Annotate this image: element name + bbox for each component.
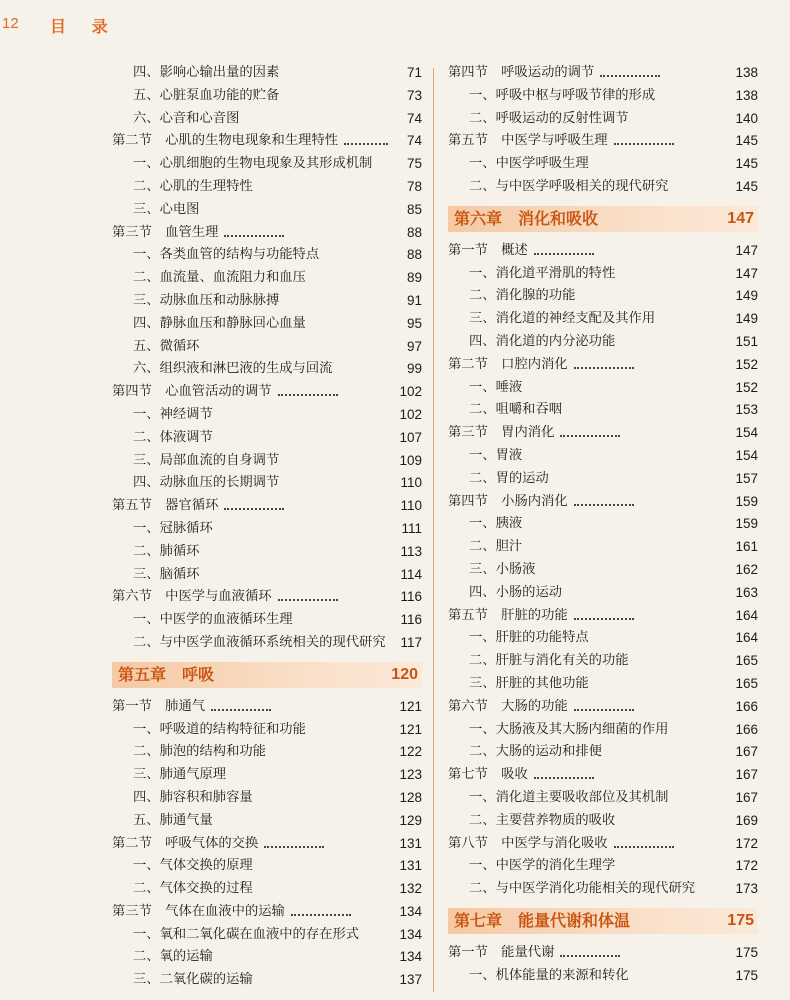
entry-title: 第五节 肝脏的功能: [448, 605, 572, 628]
entry-title: 三、二氧化碳的运输: [133, 969, 257, 992]
toc-section-entry[interactable]: [448, 696, 758, 719]
entry-title: 五、肺通气量: [133, 810, 217, 833]
toc-subsection-entry[interactable]: [448, 331, 758, 354]
dot-leader: [224, 233, 284, 237]
entry-page-number: 149: [735, 311, 758, 327]
entry-title: 二、与中医学呼吸相关的现代研究: [469, 176, 672, 199]
entry-page-number: 167: [735, 789, 758, 805]
toc-section-entry[interactable]: [112, 696, 422, 719]
entry-page-number: 91: [406, 292, 422, 308]
entry-page-number: 164: [735, 630, 758, 646]
dot-leader: [278, 597, 338, 601]
entry-page-number: 152: [735, 356, 758, 372]
entry-page-number: 89: [406, 270, 422, 286]
dot-leader: [614, 141, 674, 145]
toc-subsection-entry[interactable]: [448, 536, 758, 559]
entry-title: 一、呼吸道的结构特征和功能: [133, 719, 310, 742]
entry-title: 一、中医学的消化生理学: [469, 855, 619, 878]
toc-section-entry[interactable]: [112, 222, 422, 245]
entry-title: 二、大肠的运动和排便: [469, 741, 606, 764]
dot-leader: [600, 73, 660, 77]
dot-leader: [264, 844, 324, 848]
dot-leader: [534, 251, 594, 255]
entry-title: 第七节 吸收: [448, 764, 532, 787]
toc-section-entry[interactable]: [112, 495, 422, 518]
entry-page-number: 114: [400, 566, 422, 582]
entry-title: 三、局部血流的自身调节: [133, 450, 283, 473]
entry-title: 一、各类血管的结构与功能特点: [133, 244, 323, 267]
toc-subsection-entry[interactable]: [112, 946, 422, 969]
entry-page-number: 159: [735, 493, 758, 509]
entry-page-number: 167: [735, 744, 758, 760]
entry-title: 一、消化道主要吸收部位及其机制: [469, 787, 672, 810]
entry-title: 一、心肌细胞的生物电现象及其形成机制: [133, 153, 376, 176]
toc-section-entry[interactable]: [448, 833, 758, 856]
entry-page-number: 166: [735, 721, 758, 737]
column-divider: [433, 68, 434, 992]
toc-subsection-entry[interactable]: [448, 308, 758, 331]
toc-subsection-entry[interactable]: [448, 176, 758, 199]
entry-title: 三、肝脏的其他功能: [469, 673, 593, 696]
entry-title: 第六节 大肠的功能: [448, 696, 572, 719]
entry-title: 第五节 中医学与呼吸生理: [448, 130, 612, 153]
entry-page-number: 166: [735, 698, 758, 714]
toc-subsection-entry[interactable]: [112, 199, 422, 222]
entry-title: 一、大肠液及其大肠内细菌的作用: [469, 719, 672, 742]
entry-page-number: 128: [399, 789, 422, 805]
dot-leader: [560, 433, 620, 437]
entry-title: 第一节 肺通气: [112, 696, 209, 719]
entry-title: 二、呼吸运动的反射性调节: [469, 108, 633, 131]
entry-title: 一、中医学呼吸生理: [469, 153, 593, 176]
toc-subsection-entry[interactable]: [112, 336, 422, 359]
entry-page-number: 164: [735, 607, 758, 623]
entry-title: 六、心音和心音图: [133, 108, 243, 131]
toc-section-entry[interactable]: [448, 130, 758, 153]
toc-subsection-entry[interactable]: [112, 564, 422, 587]
entry-title: 三、脑循环: [133, 564, 203, 587]
toc-section-entry[interactable]: [112, 586, 422, 609]
dot-leader: [574, 707, 634, 711]
dot-leader: [534, 775, 594, 779]
toc-subsection-entry[interactable]: [448, 285, 758, 308]
entry-page-number: 161: [735, 539, 758, 555]
entry-title: 四、消化道的内分泌功能: [469, 331, 619, 354]
toc-subsection-entry[interactable]: [448, 377, 758, 400]
entry-title: 六、组织液和淋巴液的生成与回流: [133, 358, 336, 381]
entry-title: 五、心脏泵血功能的贮备: [133, 85, 283, 108]
toc-subsection-entry[interactable]: [448, 855, 758, 878]
entry-page-number: 99: [406, 361, 422, 377]
toc-subsection-entry[interactable]: [112, 632, 422, 655]
entry-title: 三、肺通气原理: [133, 764, 230, 787]
chapter-page-number: 147: [727, 209, 754, 227]
toc-subsection-entry[interactable]: [112, 969, 422, 992]
toc-subsection-entry[interactable]: [112, 878, 422, 901]
entry-page-number: 145: [735, 178, 758, 194]
toc-section-entry[interactable]: [112, 901, 422, 924]
entry-page-number: 162: [735, 561, 758, 577]
toc-subsection-entry[interactable]: [112, 404, 422, 427]
entry-title: 二、肺循环: [133, 541, 203, 564]
toc-subsection-entry[interactable]: [448, 263, 758, 286]
entry-title: 一、胰液: [469, 513, 526, 536]
toc-chapter-heading[interactable]: [448, 206, 758, 232]
entry-page-number: 175: [735, 967, 758, 983]
entry-page-number: 129: [399, 812, 422, 828]
toc-subsection-entry[interactable]: [112, 541, 422, 564]
entry-title: 二、与中医学消化功能相关的现代研究: [469, 878, 699, 901]
entry-page-number: 97: [406, 338, 422, 354]
toc-subsection-entry[interactable]: [448, 650, 758, 673]
entry-title: 第四节 小肠内消化: [448, 491, 572, 514]
entry-page-number: 165: [735, 675, 758, 691]
entry-page-number: 110: [400, 498, 422, 514]
entry-page-number: 123: [399, 767, 422, 783]
entry-page-number: 73: [406, 87, 422, 103]
toc-subsection-entry[interactable]: [112, 924, 422, 947]
entry-page-number: 167: [735, 767, 758, 783]
toc-section-entry[interactable]: [112, 381, 422, 404]
toc-subsection-entry[interactable]: [448, 445, 758, 468]
entry-page-number: 138: [735, 65, 758, 80]
entry-page-number: 116: [400, 612, 422, 628]
toc-section-entry[interactable]: [448, 605, 758, 628]
entry-page-number: 145: [735, 133, 758, 149]
entry-title: 五、微循环: [133, 336, 203, 359]
entry-page-number: 111: [401, 520, 422, 536]
entry-page-number: 88: [406, 247, 422, 263]
dot-leader: [574, 502, 634, 506]
entry-title: 四、静脉血压和静脉回心血量: [133, 313, 310, 336]
toc-subsection-entry[interactable]: [112, 810, 422, 833]
entry-page-number: 74: [406, 110, 422, 126]
toc-subsection-entry[interactable]: [448, 399, 758, 422]
entry-page-number: 134: [399, 903, 422, 919]
toc-subsection-entry[interactable]: [112, 450, 422, 473]
toc-subsection-entry[interactable]: [112, 764, 422, 787]
entry-title: 一、肝脏的功能特点: [469, 627, 593, 650]
entry-page-number: 145: [735, 156, 758, 172]
toc-subsection-entry[interactable]: [448, 513, 758, 536]
entry-title: 第一节 能量代谢: [448, 942, 558, 965]
entry-title: 三、动脉血压和动脉脉搏: [133, 290, 283, 313]
entry-title: 四、小肠的运动: [469, 582, 566, 605]
entry-page-number: 132: [399, 881, 422, 897]
toc-subsection-entry[interactable]: [448, 627, 758, 650]
entry-page-number: 78: [406, 178, 422, 194]
toc-subsection-entry[interactable]: [112, 153, 422, 176]
toc-subsection-entry[interactable]: [448, 108, 758, 131]
entry-page-number: 154: [735, 425, 758, 441]
toc-section-entry[interactable]: [448, 942, 758, 965]
toc-section-entry[interactable]: [448, 354, 758, 377]
entry-title: 二、胆汁: [469, 536, 526, 559]
entry-title: 二、咀嚼和吞咽: [469, 399, 566, 422]
entry-title: 第二节 呼吸气体的交换: [112, 833, 262, 856]
toc-subsection-entry[interactable]: [448, 810, 758, 833]
toc-section-entry[interactable]: [448, 240, 758, 263]
entry-page-number: 117: [400, 634, 422, 650]
toc-section-entry[interactable]: [448, 62, 758, 85]
entry-page-number: 151: [735, 333, 758, 349]
entry-page-number: 113: [400, 543, 422, 559]
entry-title: 四、影响心输出量的因素: [133, 62, 283, 85]
entry-page-number: 102: [399, 406, 422, 422]
entry-page-number: 147: [735, 242, 758, 258]
toc-subsection-entry[interactable]: [112, 472, 422, 495]
entry-page-number: 75: [406, 156, 422, 172]
toc-subsection-entry[interactable]: [448, 468, 758, 491]
entry-page-number: 138: [735, 87, 758, 103]
entry-page-number: 175: [735, 944, 758, 960]
entry-page-number: 107: [399, 429, 422, 445]
entry-title: 第三节 胃内消化: [448, 422, 558, 445]
entry-title: 第二节 心肌的生物电现象和生理特性: [112, 130, 342, 153]
entry-page-number: 74: [406, 133, 422, 149]
page-number: 12: [2, 15, 19, 32]
dot-leader: [278, 392, 338, 396]
entry-page-number: 131: [399, 835, 422, 851]
entry-title: 四、肺容积和肺容量: [133, 787, 257, 810]
toc-subsection-entry[interactable]: [112, 108, 422, 131]
entry-title: 第三节 气体在血液中的运输: [112, 901, 289, 924]
toc-subsection-entry[interactable]: [112, 518, 422, 541]
entry-title: 二、心肌的生理特性: [133, 176, 257, 199]
entry-title: 三、小肠液: [469, 559, 539, 582]
toc-subsection-entry[interactable]: [448, 673, 758, 696]
dot-leader: [291, 912, 351, 916]
dot-leader: [574, 365, 634, 369]
toc-subsection-entry[interactable]: [112, 741, 422, 764]
entry-page-number: 153: [735, 402, 758, 418]
toc-subsection-entry[interactable]: [112, 855, 422, 878]
entry-title: 三、消化道的神经支配及其作用: [469, 308, 659, 331]
entry-page-number: 134: [399, 926, 422, 942]
entry-page-number: 169: [735, 812, 758, 828]
toc-column-left: [112, 62, 422, 992]
toc-subsection-entry[interactable]: [448, 582, 758, 605]
toc-subsection-entry[interactable]: [448, 878, 758, 901]
dot-leader: [614, 844, 674, 848]
entry-title: 一、氧和二氧化碳在血液中的存在形式: [133, 924, 363, 947]
entry-page-number: 102: [399, 384, 422, 400]
entry-title: 第五节 器官循环: [112, 495, 222, 518]
dot-leader: [211, 707, 271, 711]
entry-title: 一、胃液: [469, 445, 526, 468]
toc-subsection-entry[interactable]: [448, 741, 758, 764]
dot-leader: [224, 506, 284, 510]
toc-subsection-entry[interactable]: [112, 62, 422, 85]
entry-title: 二、体液调节: [133, 427, 217, 450]
entry-page-number: 116: [400, 589, 422, 605]
entry-title: 三、心电图: [133, 199, 203, 222]
dot-leader: [344, 141, 388, 145]
entry-title: 二、肺泡的结构和功能: [133, 741, 270, 764]
entry-title: 二、气体交换的过程: [133, 878, 257, 901]
toc-subsection-entry[interactable]: [112, 427, 422, 450]
toc-subsection-entry[interactable]: [112, 719, 422, 742]
entry-page-number: 71: [406, 65, 422, 80]
toc-subsection-entry[interactable]: [448, 787, 758, 810]
page-title: 目 录: [50, 17, 118, 36]
entry-page-number: 172: [735, 858, 758, 874]
entry-page-number: 121: [399, 721, 422, 737]
entry-page-number: 88: [406, 224, 422, 240]
entry-page-number: 109: [399, 452, 422, 468]
chapter-title: 第六章 消化和吸收: [454, 208, 599, 228]
chapter-page-number: 120: [391, 665, 418, 683]
dot-leader: [560, 953, 620, 957]
toc-subsection-entry[interactable]: [448, 153, 758, 176]
entry-title: 一、机体能量的来源和转化: [469, 965, 633, 988]
toc-section-entry[interactable]: [448, 491, 758, 514]
toc-subsection-entry[interactable]: [112, 787, 422, 810]
entry-title: 二、消化腺的功能: [469, 285, 579, 308]
entry-title: 一、唾液: [469, 377, 526, 400]
entry-title: 第四节 呼吸运动的调节: [448, 62, 598, 85]
toc-subsection-entry[interactable]: [112, 358, 422, 381]
entry-page-number: 173: [735, 881, 758, 897]
entry-title: 第二节 口腔内消化: [448, 354, 572, 377]
entry-page-number: 159: [735, 516, 758, 532]
entry-page-number: 137: [399, 972, 422, 988]
toc-chapter-heading[interactable]: [448, 908, 758, 934]
chapter-title: 第五章 呼吸: [118, 664, 215, 684]
entry-page-number: 152: [735, 379, 758, 395]
entry-title: 第三节 血管生理: [112, 222, 222, 245]
entry-page-number: 172: [735, 835, 758, 851]
toc-subsection-entry[interactable]: [112, 176, 422, 199]
entry-title: 第六节 中医学与血液循环: [112, 586, 276, 609]
dot-leader: [574, 616, 634, 620]
toc-subsection-entry[interactable]: [448, 965, 758, 988]
toc-subsection-entry[interactable]: [112, 609, 422, 632]
toc-subsection-entry[interactable]: [112, 290, 422, 313]
entry-title: 二、与中医学血液循环系统相关的现代研究: [133, 632, 390, 655]
entry-page-number: 95: [406, 315, 422, 331]
entry-page-number: 134: [399, 949, 422, 965]
entry-page-number: 110: [400, 475, 422, 491]
entry-page-number: 149: [735, 288, 758, 304]
entry-page-number: 147: [735, 265, 758, 281]
toc-column-right: [448, 62, 758, 987]
entry-page-number: 140: [735, 110, 758, 126]
entry-title: 二、血流量、血流阻力和血压: [133, 267, 310, 290]
toc-section-entry[interactable]: [448, 422, 758, 445]
entry-title: 四、动脉血压的长期调节: [133, 472, 283, 495]
chapter-page-number: 175: [727, 911, 754, 929]
entry-title: 第四节 心血管活动的调节: [112, 381, 276, 404]
entry-page-number: 165: [735, 653, 758, 669]
toc-chapter-heading[interactable]: [112, 662, 422, 688]
entry-title: 二、氧的运输: [133, 946, 217, 969]
entry-page-number: 131: [399, 858, 422, 874]
entry-page-number: 121: [399, 698, 422, 714]
entry-title: 一、气体交换的原理: [133, 855, 257, 878]
toc-section-entry[interactable]: [112, 833, 422, 856]
toc-subsection-entry[interactable]: [112, 313, 422, 336]
entry-page-number: 122: [399, 744, 422, 760]
entry-title: 二、肝脏与消化有关的功能: [469, 650, 633, 673]
entry-title: 一、中医学的血液循环生理: [133, 609, 297, 632]
toc-section-entry[interactable]: [112, 130, 422, 153]
entry-page-number: 163: [735, 584, 758, 600]
entry-title: 一、呼吸中枢与呼吸节律的形成: [469, 85, 659, 108]
toc-section-entry[interactable]: [448, 764, 758, 787]
toc-subsection-entry[interactable]: [448, 85, 758, 108]
page-header: [0, 0, 790, 50]
entry-title: 一、冠脉循环: [133, 518, 217, 541]
toc-subsection-entry[interactable]: [448, 719, 758, 742]
entry-page-number: 157: [735, 470, 758, 486]
toc-subsection-entry[interactable]: [112, 85, 422, 108]
chapter-title: 第七章 能量代谢和体温: [454, 910, 631, 930]
entry-title: 第一节 概述: [448, 240, 532, 263]
entry-title: 二、胃的运动: [469, 468, 553, 491]
toc-subsection-entry[interactable]: [448, 559, 758, 582]
toc-subsection-entry[interactable]: [112, 267, 422, 290]
entry-title: 第八节 中医学与消化吸收: [448, 833, 612, 856]
entry-title: 二、主要营养物质的吸收: [469, 810, 619, 833]
entry-page-number: 154: [735, 447, 758, 463]
entry-page-number: 85: [406, 201, 422, 217]
entry-title: 一、神经调节: [133, 404, 217, 427]
toc-subsection-entry[interactable]: [112, 244, 422, 267]
entry-title: 一、消化道平滑肌的特性: [469, 263, 619, 286]
